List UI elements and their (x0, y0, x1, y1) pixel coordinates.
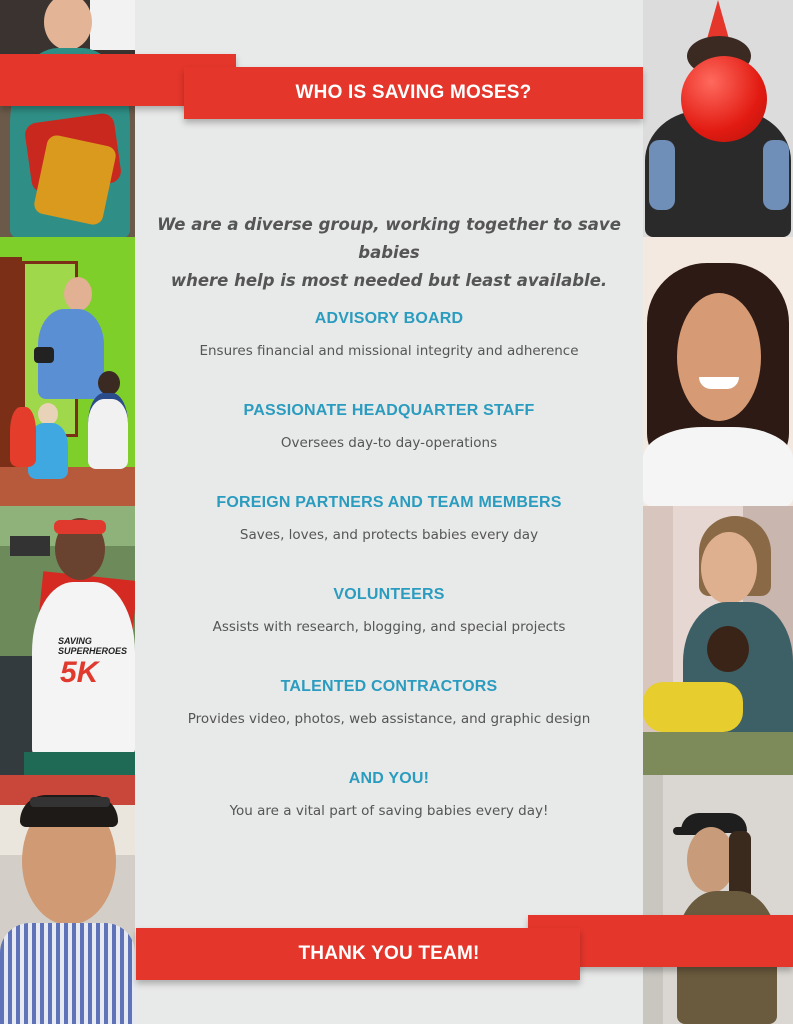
section-description: You are a vital part of saving babies every day! (229, 803, 549, 819)
photo-woman-holding-baby (643, 506, 793, 775)
left-photo-column (0, 0, 135, 1024)
shirt-text-line2: SUPERHEROES (58, 646, 128, 656)
section-foreign-partners (150, 493, 628, 544)
section-description: Ensures financial and missional integrity and adherence (199, 343, 579, 359)
header-title: WHO IS SAVING MOSES? (295, 82, 532, 103)
photo-smiling-woman (643, 237, 793, 506)
section-headquarter-staff (150, 401, 628, 452)
photo-superhero-runner (0, 506, 135, 775)
section-advisory-board (150, 309, 628, 360)
photo-person-with-red-balloon (643, 0, 793, 237)
section-description: Saves, loves, and protects babies every day (239, 527, 539, 543)
photo-smiling-man (0, 775, 135, 1024)
section-heading: VOLUNTEERS (333, 586, 445, 603)
intro-line-2: where help is most needed but least available. (170, 271, 608, 290)
photo-man-with-cap (643, 775, 793, 1024)
section-heading: FOREIGN PARTNERS AND TEAM MEMBERS (216, 494, 562, 511)
shirt-text-line1: SAVING (58, 636, 92, 646)
section-talented-contractors (150, 677, 628, 728)
section-description: Provides video, photos, web assistance, and graphic design (187, 711, 591, 727)
section-volunteers (150, 585, 628, 636)
shirt-text-5k: 5K (60, 656, 99, 689)
section-heading: PASSIONATE HEADQUARTER STAFF (243, 402, 535, 419)
right-photo-column (643, 0, 793, 1024)
section-description: Oversees day-to day-operations (280, 435, 498, 451)
photo-man-with-camera-and-children (0, 237, 135, 506)
intro-line-1: We are a diverse group, working together to save babies (157, 215, 621, 262)
intro-text (150, 211, 628, 295)
section-heading: TALENTED CONTRACTORS (280, 678, 498, 695)
section-and-you (150, 769, 628, 820)
section-heading: AND YOU! (348, 770, 430, 787)
section-description: Assists with research, blogging, and special projects (212, 619, 566, 635)
footer-title: THANK YOU TEAM! (298, 943, 480, 964)
section-heading: ADVISORY BOARD (314, 310, 464, 327)
photo-woman-holding-cloth (0, 0, 135, 237)
